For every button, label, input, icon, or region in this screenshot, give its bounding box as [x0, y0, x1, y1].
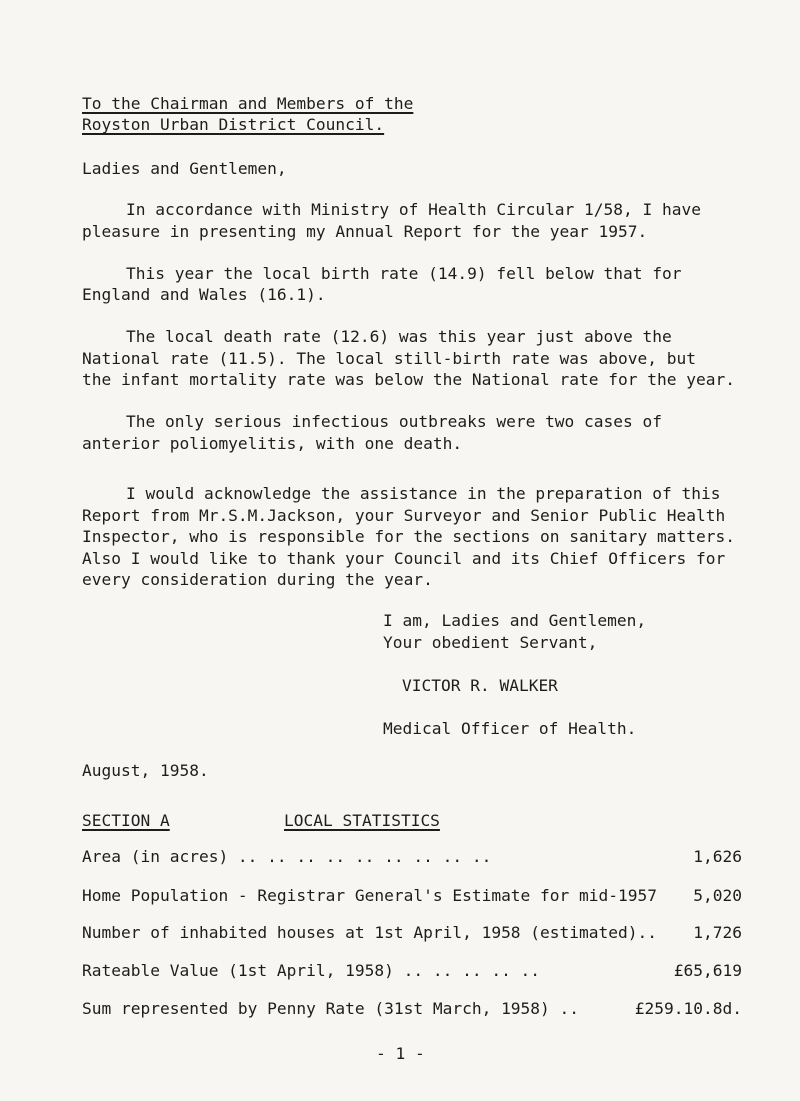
paragraph-2-line-1: This year the local birth rate (14.9) fell below that for: [126, 264, 682, 283]
paragraph-4-line-2: anterior poliomyelitis, with one death.: [82, 434, 463, 453]
stat-label: Number of inhabited houses at 1st April, 1958 (estimated)..: [82, 923, 657, 942]
stat-value: £65,619: [673, 961, 742, 980]
stat-label: Sum represented by Penny Rate (31st March, 1958) ..: [82, 999, 580, 1018]
paragraph-5-line-2: Report from Mr.S.M.Jackson, your Surveyor and Senior Public Health: [82, 506, 726, 525]
stat-label: Rateable Value (1st April, 1958) .. .. .. .. ..: [82, 961, 541, 980]
closing-line-1: I am, Ladies and Gentlemen,: [383, 611, 647, 630]
paragraph-5-line-1: I would acknowledge the assistance in the preparation of this: [126, 484, 721, 503]
stat-value: 5,020: [693, 886, 742, 905]
section-label: SECTION A: [82, 811, 170, 830]
report-date: August, 1958.: [82, 761, 209, 780]
stat-label: Home Population - Registrar General's Estimate for mid-1957: [82, 886, 657, 905]
paragraph-5-line-5: every consideration during the year.: [82, 570, 433, 589]
stat-value: 1,626: [693, 847, 742, 866]
address-line-2: Royston Urban District Council.: [82, 115, 385, 134]
stat-value: £259.10.8d.: [634, 999, 742, 1018]
paragraph-5-line-3: Inspector, who is responsible for the sections on sanitary matters.: [82, 527, 735, 546]
section-heading: LOCAL STATISTICS: [284, 811, 440, 830]
paragraph-1-line-2: pleasure in presenting my Annual Report for the year 1957.: [82, 222, 648, 241]
signature-name: VICTOR R. WALKER: [402, 676, 558, 695]
stat-value: 1,726: [693, 923, 742, 942]
paragraph-3-line-1: The local death rate (12.6) was this year just above the: [126, 327, 672, 346]
address-line-1: To the Chairman and Members of the: [82, 94, 414, 113]
paragraph-3-line-3: the infant mortality rate was below the National rate for the year.: [82, 370, 735, 389]
page-number: - 1 -: [376, 1044, 425, 1063]
paragraph-4-line-1: The only serious infectious outbreaks were two cases of: [126, 412, 663, 431]
signature-title: Medical Officer of Health.: [383, 719, 637, 738]
closing-line-2: Your obedient Servant,: [383, 633, 598, 652]
paragraph-1-line-1: In accordance with Ministry of Health Circular 1/58, I have: [126, 200, 701, 219]
paragraph-2-line-2: England and Wales (16.1).: [82, 285, 326, 304]
paragraph-3-line-2: National rate (11.5). The local still-birth rate was above, but: [82, 349, 696, 368]
salutation: Ladies and Gentlemen,: [82, 159, 287, 178]
stat-label: Area (in acres) .. .. .. .. .. .. .. .. ..: [82, 847, 492, 866]
stat-row: [82, 999, 742, 1079]
paragraph-5-line-4: Also I would like to thank your Council and its Chief Officers for: [82, 549, 726, 568]
